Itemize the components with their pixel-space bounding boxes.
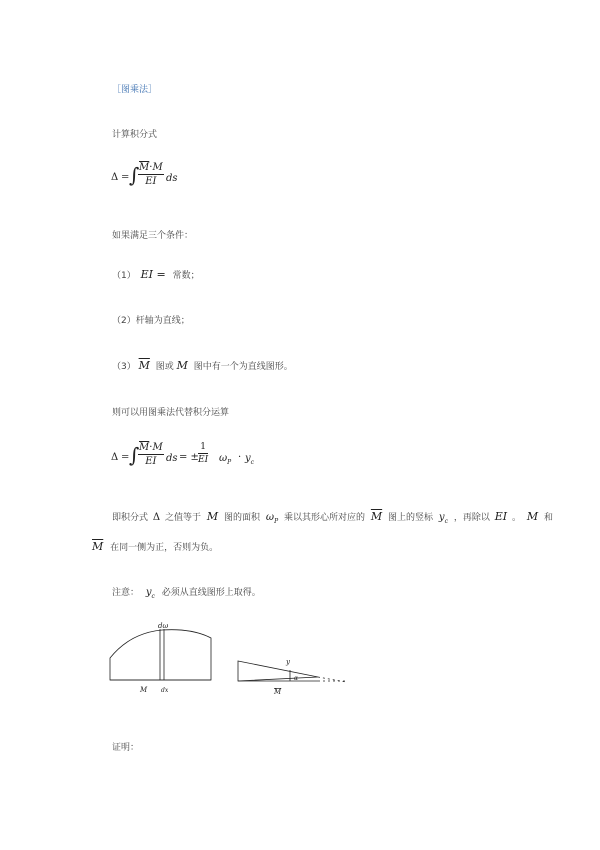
explanation-line-2 bbox=[92, 540, 218, 553]
formula-2: Δ = ∫ $\frac{\overline{M}\cdot M}{EI}$ ds = ± $\frac{1}{EI}$ $\omega_P$ · $y_c$ bbox=[111, 442, 255, 467]
condition-3 bbox=[112, 359, 293, 372]
explanation-text: ，再除以 bbox=[453, 513, 490, 523]
explanation-text: 在同一侧为正，否则为负。 bbox=[110, 543, 219, 553]
ei-denominator: EI bbox=[145, 176, 157, 187]
formula-1: Δ = ∫ $\frac{\overline{M}\cdot M}{EI}$ ds bbox=[111, 162, 178, 187]
explanation-line-1 bbox=[112, 510, 553, 525]
constant-text: 常数； bbox=[172, 271, 200, 281]
explanation-text: 乘以其形心所对应的 bbox=[284, 513, 366, 523]
section-heading: ［图乘法］ bbox=[112, 85, 158, 95]
y-c: $y_c$ bbox=[245, 453, 255, 466]
condition-3-tail: 图中有一个为直线图形。 bbox=[193, 362, 293, 372]
diagram-figure bbox=[100, 618, 360, 708]
note-label: 注意： bbox=[112, 588, 140, 598]
delta-symbol: Δ bbox=[152, 512, 161, 523]
m-bar: $\overline{M}$ bbox=[139, 442, 150, 453]
alpha-label: α bbox=[294, 675, 299, 682]
note-text: 必须从直线图形上取得。 bbox=[161, 588, 261, 598]
ei-denominator-2: EI bbox=[198, 455, 209, 465]
m: M bbox=[206, 510, 219, 523]
explanation-text: 和 bbox=[544, 513, 554, 523]
condition-3-text: 图或 bbox=[155, 362, 174, 372]
m-label: M bbox=[140, 686, 148, 694]
ds: ds bbox=[166, 453, 178, 464]
condition-1 bbox=[112, 268, 200, 281]
explanation-text: 图上的竖标 bbox=[388, 513, 434, 523]
conditions-intro: 如果满足三个条件： bbox=[112, 231, 194, 241]
m-bar: $\overline{M}$ bbox=[370, 510, 383, 523]
proof-label: 证明： bbox=[112, 743, 140, 753]
omega-p: $\omega_P$ bbox=[265, 512, 279, 525]
dx-label: dx bbox=[161, 687, 169, 694]
m-bar-label: M bbox=[274, 688, 282, 696]
explanation-text: 之值等于 bbox=[165, 513, 202, 523]
ds: ds bbox=[166, 173, 178, 184]
m-curve-area bbox=[110, 630, 211, 680]
m: M bbox=[152, 162, 163, 173]
note bbox=[112, 585, 261, 600]
integral-symbol: ∫ bbox=[129, 163, 140, 187]
delta-symbol: Δ bbox=[111, 172, 119, 183]
diagram-svg bbox=[100, 618, 360, 708]
ei-equals: EI = bbox=[140, 268, 166, 281]
explanation-text: 图的面积 bbox=[224, 513, 261, 523]
m-bar: $\overline{M}$ bbox=[138, 359, 150, 372]
condition-2: （2）杆轴为直线； bbox=[112, 316, 190, 326]
m-bar: $\overline{M}$ bbox=[139, 162, 150, 173]
condition-1-num: （1） bbox=[112, 271, 136, 281]
one: 1 bbox=[198, 442, 208, 454]
m: M bbox=[176, 359, 188, 372]
omega-p: $\omega_P$ bbox=[219, 453, 232, 466]
y-c: $y_c$ bbox=[145, 587, 155, 600]
y-c: $y_c$ bbox=[438, 512, 448, 525]
equals-plus-minus: = ± bbox=[179, 452, 199, 463]
extension-dashed-line bbox=[318, 677, 346, 682]
m-bar-diagram bbox=[238, 661, 346, 682]
m: M bbox=[152, 442, 163, 453]
m-diagram bbox=[110, 629, 211, 680]
ei-denominator: EI bbox=[145, 456, 157, 467]
fraction-m-m-ei: $\frac{\overline{M}\cdot M}{EI}$ bbox=[139, 162, 163, 187]
fraction-1-ei bbox=[198, 442, 208, 465]
fraction-m-m-ei: $\frac{\overline{M}\cdot M}{EI}$ bbox=[139, 442, 163, 467]
ei: EI bbox=[494, 510, 508, 523]
y-label: y bbox=[286, 658, 290, 666]
explanation-text: 即积分式 bbox=[112, 513, 149, 523]
d-omega-label: dω bbox=[158, 622, 169, 630]
intro-text: 计算积分式 bbox=[112, 130, 158, 140]
integral-symbol: ∫ bbox=[129, 443, 140, 467]
then-text: 则可以用图乘法代替积分运算 bbox=[112, 408, 230, 418]
condition-3-num: （3） bbox=[112, 362, 136, 372]
m-bar-triangle bbox=[238, 661, 318, 681]
explanation-text: 。 bbox=[511, 513, 521, 523]
m-bar: $\overline{M}$ bbox=[92, 540, 104, 553]
delta-symbol: Δ bbox=[111, 452, 119, 463]
dot-operator: · bbox=[238, 452, 242, 463]
m: M bbox=[526, 510, 539, 523]
